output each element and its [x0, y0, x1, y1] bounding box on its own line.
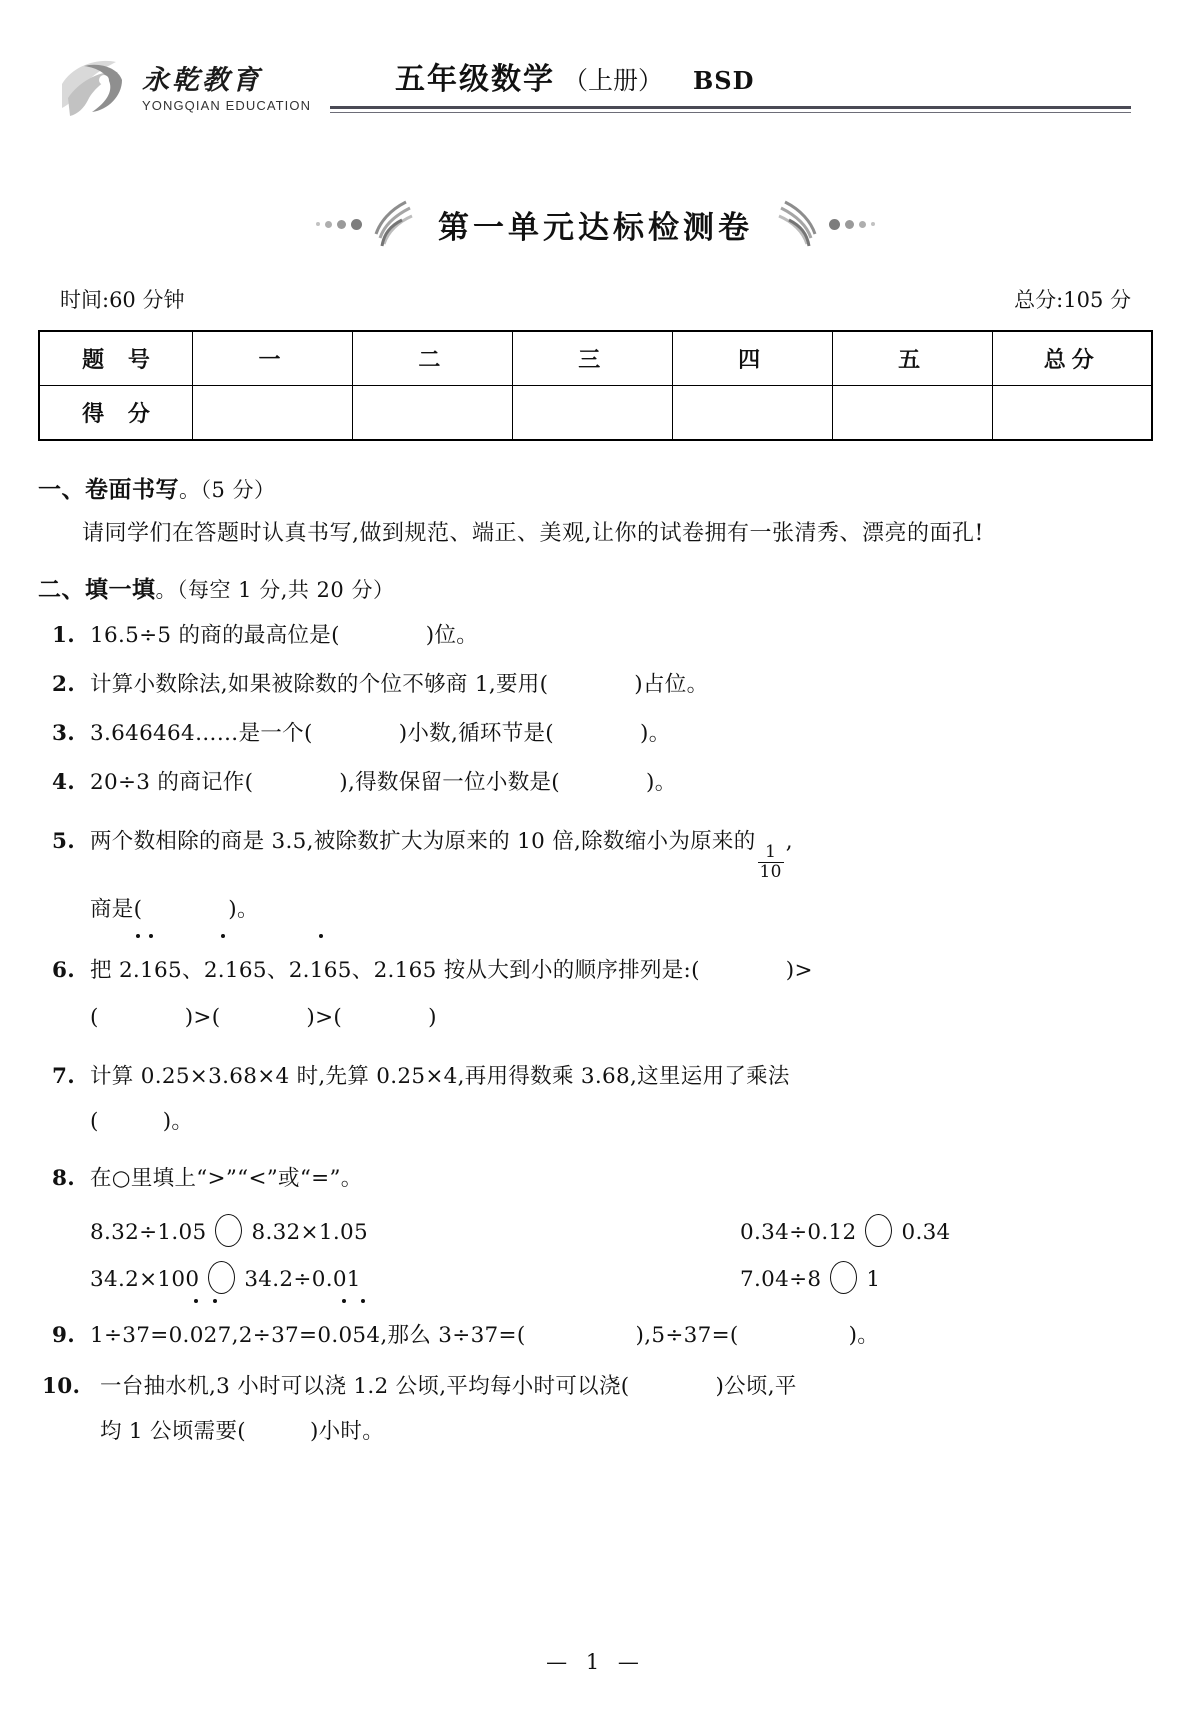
score-cell-1[interactable] [193, 386, 353, 441]
score-col-2: 二 [352, 331, 512, 386]
volume-label: （上册） [563, 66, 664, 95]
score-cell-5[interactable] [832, 386, 992, 441]
question-6-l2-a: ( [90, 1005, 99, 1031]
brand-name-en: YONGQIAN EDUCATION [142, 97, 312, 113]
repeating-decimal-2: 2.165 [204, 949, 267, 992]
question-8-row-1 [38, 1214, 1153, 1247]
score-cell-4[interactable] [672, 386, 832, 441]
question-8-text-a: 在○里填上“>”“<”或“=”。 [90, 1166, 363, 1192]
page-header [60, 48, 1131, 158]
question-8-pair-2 [650, 1214, 1153, 1247]
question-3-text-b: )小数,循环节是( [398, 720, 554, 746]
score-table-header-row [39, 331, 1152, 386]
question-8 [38, 1157, 1153, 1200]
question-10-l2-a: 均 1 公顷需要( [100, 1419, 246, 1445]
question-3-text-a: 3.646464……是一个( [90, 720, 313, 746]
score-table [38, 330, 1153, 441]
question-4-text-c: )。 [646, 769, 677, 795]
q8-compare-circle-3[interactable] [208, 1261, 235, 1294]
question-10-l2-b: )小时。 [309, 1419, 385, 1445]
grade-subject: 五年级数学 [395, 62, 555, 97]
q8-r1-left-1: 8.32÷1.05 [90, 1220, 207, 1246]
question-6-text-b: )> [785, 958, 813, 984]
question-7-text-c: )。 [162, 1109, 194, 1135]
time-limit: 时间:60 分钟 [60, 288, 185, 312]
question-1-text-b: )位。 [425, 622, 479, 648]
question-3-number: 3. [52, 720, 76, 746]
question-4-number: 4. [52, 769, 76, 795]
brand-logo [60, 58, 311, 120]
question-1-text-a: 16.5÷5 的商的最高位是( [90, 622, 340, 648]
repeating-decimal-1: 2.165 [119, 949, 182, 992]
repeating-decimal-3: 2.165 [289, 949, 352, 992]
question-9-text-a: 1÷37= 0.027,2÷37= 0.054,那么 3÷37=( [90, 1323, 526, 1348]
exam-page [0, 48, 1191, 1732]
q8-r2-right-1: 34.2÷0.01 [244, 1267, 361, 1293]
question-7-text-b: ( [90, 1109, 99, 1135]
question-4-text-b: ),得数保留一位小数是( [339, 769, 560, 795]
q8-r2-left-1: 34.2×100 [90, 1267, 200, 1293]
score-col-1: 一 [193, 331, 353, 386]
score-table-value-row [39, 386, 1152, 441]
question-5-fraction [758, 843, 784, 882]
header-divider [330, 106, 1131, 113]
question-4-text-a: 20÷3 的商记作( [90, 769, 254, 795]
question-2-number: 2. [52, 671, 76, 697]
question-3 [38, 712, 1153, 755]
repeating-decimal-q9-1: 0.027 [169, 1314, 232, 1357]
question-10-number: 10. [42, 1374, 81, 1400]
question-10-text-a: 一台抽水机,3 小时可以浇 1.2 公顷,平均每小时可以浇( [100, 1374, 630, 1400]
left-dots-decoration [316, 219, 362, 230]
score-table-row-label-1: 题 号 [39, 331, 193, 386]
question-8-pair-1 [90, 1214, 650, 1247]
question-5-text-c: 商是( [90, 897, 143, 923]
question-1-number: 1. [52, 622, 76, 648]
section-1-title: 一、卷面书写 [38, 477, 179, 503]
question-2-text-a: 计算小数除法,如果被除数的个位不够商 1,要用( [90, 671, 549, 697]
score-col-total: 总分 [992, 331, 1152, 386]
question-3-text-c: )。 [640, 720, 671, 746]
q8-r1-right-2: 0.34 [901, 1220, 951, 1246]
yongqian-bird-logo-icon [60, 58, 130, 120]
question-4 [38, 761, 1153, 804]
left-swoosh-icon [372, 200, 414, 248]
repeating-decimal-q9-2: 0.054 [317, 1314, 380, 1357]
question-10 [38, 1365, 1153, 1453]
question-9-text-b: ),5÷37=( [635, 1323, 739, 1349]
total-score: 总分:105 分 [1014, 288, 1131, 312]
question-7 [38, 1055, 1153, 1143]
score-col-5: 五 [832, 331, 992, 386]
repeating-decimal-4: 2.165 [373, 958, 437, 984]
question-5-number: 5. [52, 828, 76, 854]
question-9 [38, 1314, 1153, 1357]
question-2-text-b: )占位。 [634, 671, 709, 697]
section-2-heading [38, 571, 1153, 604]
fraction-numerator: 1 [765, 842, 777, 863]
question-8-number: 8. [52, 1166, 76, 1192]
question-6-l2-d: ) [428, 1005, 437, 1031]
question-5 [38, 820, 1153, 931]
exam-meta [60, 284, 1131, 314]
section-1-heading [38, 471, 1153, 504]
question-5-text-b: , [785, 828, 793, 854]
right-swoosh-icon [777, 200, 819, 248]
score-col-3: 三 [512, 331, 672, 386]
section-1-body: 请同学们在答题时认真书写,做到规范、端正、美观,让你的试卷拥有一张清秀、漂亮的面孔! [82, 521, 984, 546]
question-5-text-d: )。 [228, 897, 259, 923]
question-10-text-b: )公顷,平 [715, 1374, 797, 1400]
question-8-row-2 [38, 1261, 1153, 1294]
section-2-title: 二、填一填 [38, 576, 156, 603]
score-cell-3[interactable] [512, 386, 672, 441]
question-7-text-a: 计算 0.25×3.68×4 时,先算 0.25×4,再用得数乘 3.68,这里运用了乘法 [90, 1064, 790, 1090]
q8-compare-circle-2[interactable] [865, 1214, 892, 1247]
fraction-denominator: 10 [759, 862, 782, 883]
question-7-number: 7. [52, 1064, 76, 1090]
question-1 [38, 614, 1153, 657]
edition-code: BSD [693, 66, 755, 95]
score-table-row-label-2: 得 分 [39, 386, 193, 441]
question-6-l2-b: )>( [184, 1005, 221, 1031]
brand-name-cn: 永乾教育 [142, 64, 262, 96]
exam-body [38, 441, 1153, 1453]
page-title: 第一单元达标检测卷 [438, 209, 753, 246]
q8-compare-circle-1[interactable] [215, 1214, 242, 1247]
question-9-number: 9. [52, 1323, 76, 1349]
score-cell-2[interactable] [352, 386, 512, 441]
question-6-l2-c: )>( [306, 1005, 343, 1031]
q8-r1-right-1: 8.32×1.05 [251, 1220, 368, 1246]
question-9-text-c: )。 [848, 1323, 880, 1349]
q8-r1-left-2: 0.34÷0.12 [740, 1220, 857, 1246]
page-number: — 1 — [546, 1650, 645, 1674]
question-8-pair-3 [90, 1261, 650, 1294]
q8-compare-circle-4[interactable] [830, 1261, 857, 1294]
q8-r2-right-2: 1 [866, 1267, 881, 1293]
question-2 [38, 663, 1153, 706]
score-col-4: 四 [672, 331, 832, 386]
header-title [395, 54, 754, 98]
question-5-text-a: 两个数相除的商是 3.5,被除数扩大为原来的 10 倍,除数缩小为原来的 [90, 828, 756, 854]
question-6 [38, 949, 1153, 1039]
exam-title-banner [0, 200, 1191, 248]
question-6-text-a: 把 2.165、 2.165、 2.165、2.165 按从大到小的顺序排列是:( [90, 958, 700, 983]
section-2-points: 。（每空 1 分,共 20 分） [155, 577, 395, 602]
section-1-points: 。（5 分） [179, 478, 276, 502]
question-8-pair-4 [650, 1261, 1153, 1294]
q8-r2-left-2: 7.04÷8 [740, 1267, 822, 1293]
right-dots-decoration [829, 219, 875, 230]
score-cell-total[interactable] [992, 386, 1152, 441]
question-6-number: 6. [52, 958, 76, 984]
